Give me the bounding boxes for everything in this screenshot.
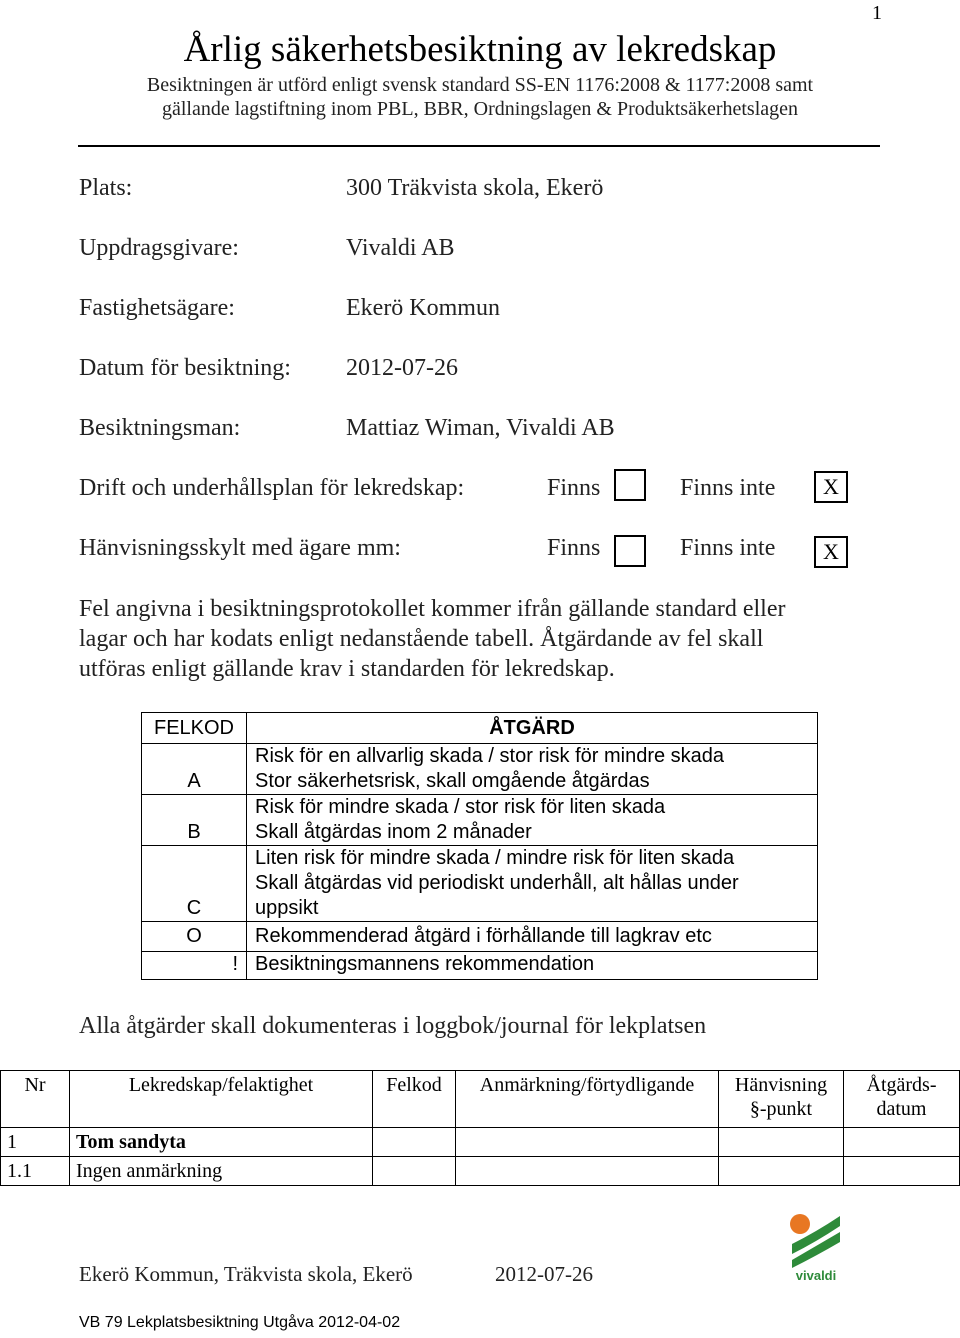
row-nr: 1 <box>1 1128 70 1157</box>
felkod-header: FELKOD <box>142 713 247 744</box>
plats-value: 300 Träkvista skola, Ekerö <box>346 175 604 201</box>
row-anmarkning <box>456 1128 719 1157</box>
felkod-row-exclamation <box>142 952 818 980</box>
hanvisning-finns-inte-label: Finns inte <box>680 535 776 561</box>
action-line: uppsikt <box>255 897 319 919</box>
felkod-row-b <box>142 795 818 846</box>
besiktningsman-value: Mattiaz Wiman, Vivaldi AB <box>346 415 615 441</box>
drift-finns-checkbox[interactable] <box>614 469 646 501</box>
col-atgard-line: datum <box>876 1098 927 1120</box>
hanvisning-finns-checkbox[interactable] <box>614 535 646 567</box>
col-nr: Nr <box>1 1071 70 1128</box>
paragraph-line-3: utföras enligt gällande krav i standarden för lekredskap. <box>79 656 615 682</box>
intro-paragraph <box>79 594 869 684</box>
row-hanvisning <box>719 1157 844 1186</box>
row-item: Ingen anmärkning <box>70 1157 373 1186</box>
felkod-row-c <box>142 846 818 922</box>
col-felkod: Felkod <box>373 1071 456 1128</box>
hanvisning-finns-inte-checkbox[interactable]: X <box>814 536 848 568</box>
vivaldi-logo-text: vivaldi <box>795 1268 837 1283</box>
documentation-note: Alla åtgärder skall dokumenteras i loggbok/journal för lekplatsen <box>79 1013 707 1039</box>
inspection-header-row <box>1 1071 960 1128</box>
paragraph-line-2: lagar och har kodats enligt nedanstående tabell. Åtgärdande av fel skall <box>79 626 764 652</box>
row-datum <box>844 1157 960 1186</box>
action-line: Besiktningsmannens rekommendation <box>255 953 595 975</box>
row-nr: 1.1 <box>1 1157 70 1186</box>
hanvisning-label: Hänvisningsskylt med ägare mm: <box>79 535 401 561</box>
col-lekredskap: Lekredskap/felaktighet <box>70 1071 373 1128</box>
subtitle-line-1: Besiktningen är utförd enligt svensk standard SS-EN 1176:2008 & 1177:2008 samt <box>146 74 814 96</box>
felkod-action <box>247 795 818 846</box>
felkod-header-row <box>142 713 818 744</box>
col-hanvisning-line: Hänvisning <box>734 1074 828 1096</box>
uppdragsgivare-label: Uppdragsgivare: <box>79 235 239 261</box>
felkod-row-o <box>142 922 818 952</box>
datum-value: 2012-07-26 <box>346 355 458 381</box>
action-line: Skall åtgärdas vid periodiskt underhåll, alt hållas under <box>255 872 739 894</box>
footer-document-id: VB 79 Lekplatsbesiktning Utgåva 2012-04-02 <box>79 1314 401 1331</box>
atgard-header: ÅTGÄRD <box>247 713 818 744</box>
subtitle-line-2: gällande lagstiftning inom PBL, BBR, Ordningslagen & Produktsäkerhetslagen <box>161 98 799 120</box>
action-line: Risk för mindre skada / stor risk för liten skada <box>255 796 666 818</box>
row-hanvisning <box>719 1128 844 1157</box>
action-line: Risk för en allvarlig skada / stor risk för mindre skada <box>255 745 725 767</box>
felkod-action <box>247 952 818 980</box>
action-line: Stor säkerhetsrisk, skall omgående åtgärdas <box>255 770 650 792</box>
col-anmarkning: Anmärkning/förtydligande <box>456 1071 719 1128</box>
plats-label: Plats: <box>79 175 133 201</box>
datum-label: Datum för besiktning: <box>79 355 291 381</box>
drift-label: Drift och underhållsplan för lekredskap: <box>79 475 465 501</box>
row-datum <box>844 1128 960 1157</box>
felkod-code: ! <box>142 952 247 980</box>
col-hanvisning-line: §-punkt <box>749 1098 813 1120</box>
felkod-action <box>247 922 818 952</box>
felkod-code: B <box>142 795 247 846</box>
paragraph-line-1: Fel angivna i besiktningsprotokollet kommer ifrån gällande standard eller <box>79 596 786 622</box>
footer-location: Ekerö Kommun, Träkvista skola, Ekerö <box>79 1262 413 1286</box>
fastighetsagare-value: Ekerö Kommun <box>346 295 500 321</box>
row-item: Tom sandyta <box>70 1128 373 1157</box>
action-line: Rekommenderad åtgärd i förhållande till lagkrav etc <box>255 925 712 947</box>
fastighetsagare-label: Fastighetsägare: <box>79 295 235 321</box>
uppdragsgivare-value: Vivaldi AB <box>346 235 455 261</box>
col-hanvisning <box>719 1071 844 1128</box>
felkod-table <box>141 712 818 980</box>
col-atgard-line: Åtgärds- <box>866 1074 937 1096</box>
header-divider <box>78 145 880 147</box>
col-atgardsdatum <box>844 1071 960 1128</box>
row-anmarkning <box>456 1157 719 1186</box>
action-line: Skall åtgärdas inom 2 månader <box>255 821 532 843</box>
row-felkod <box>373 1157 456 1186</box>
felkod-action <box>247 846 818 922</box>
felkod-action <box>247 744 818 795</box>
felkod-code: O <box>142 922 247 952</box>
felkod-code: C <box>142 846 247 922</box>
drift-finns-label: Finns <box>547 475 601 501</box>
table-row <box>1 1128 960 1157</box>
hanvisning-finns-label: Finns <box>547 535 601 561</box>
felkod-code: A <box>142 744 247 795</box>
table-row <box>1 1157 960 1186</box>
drift-finns-inte-label: Finns inte <box>680 475 776 501</box>
besiktningsman-label: Besiktningsman: <box>79 415 241 441</box>
footer-date: 2012-07-26 <box>495 1262 593 1286</box>
action-line: Liten risk för mindre skada / mindre risk för liten skada <box>255 847 735 869</box>
page-number: 1 <box>872 2 882 24</box>
inspection-table <box>0 1070 960 1186</box>
row-felkod <box>373 1128 456 1157</box>
document-title: Årlig säkerhetsbesiktning av lekredskap <box>183 29 777 70</box>
felkod-row-a <box>142 744 818 795</box>
drift-finns-inte-checkbox[interactable]: X <box>814 471 848 503</box>
